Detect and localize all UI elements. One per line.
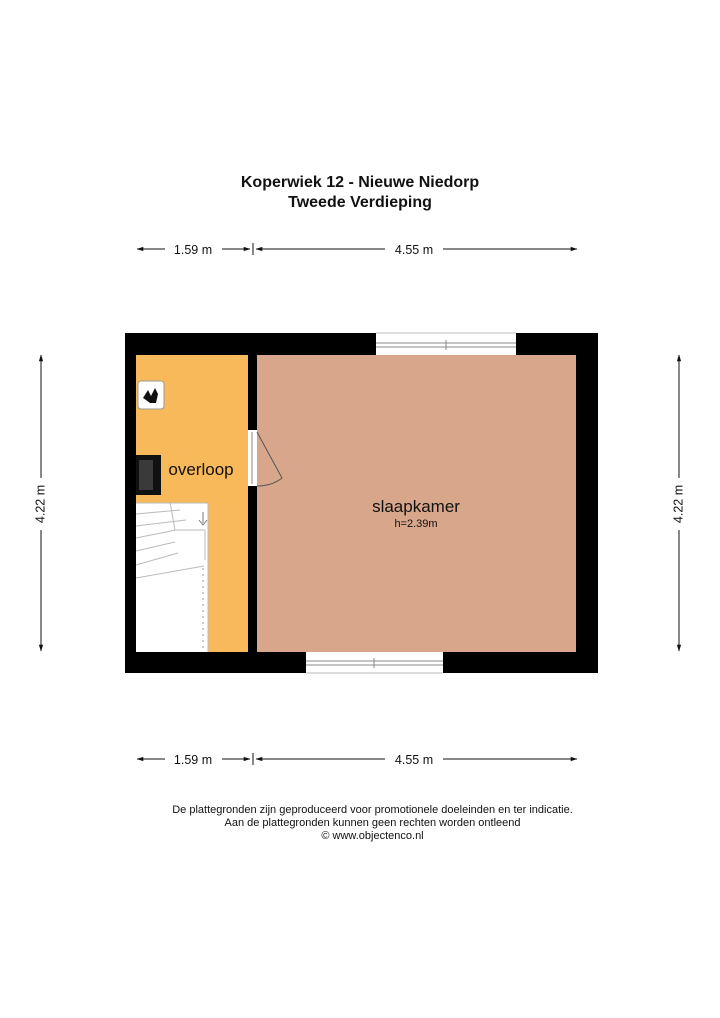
top-dimension-line	[137, 243, 577, 257]
footer-disclaimer-1: De plattegronden zijn geproduceerd voor promotionele doeleinden en ter indicatie.	[172, 804, 573, 816]
slaapkamer-label: slaapkamer	[372, 497, 460, 516]
staircase	[136, 502, 208, 652]
bottom-window	[306, 652, 443, 673]
overloop-label: overloop	[168, 460, 234, 479]
left-dimension-line	[33, 355, 47, 651]
dim-bottom-right: 4.55 m	[394, 753, 434, 767]
dim-left-height: 4.22 m	[33, 484, 48, 524]
top-window	[376, 333, 516, 355]
slaapkamer-height: h=2.39m	[394, 518, 438, 530]
plan-title: Koperwiek 12 - Nieuwe Niedorp	[240, 174, 480, 191]
chimney-block	[136, 455, 161, 495]
bottom-dimension-line	[137, 753, 577, 767]
footer-copyright: © www.objectenco.nl	[321, 830, 424, 842]
dim-top-left: 1.59 m	[173, 243, 213, 257]
smoke-detector-icon	[138, 381, 164, 409]
footer-disclaimer-2: Aan de plattegronden kunnen geen rechten worden ontleend	[224, 817, 521, 829]
dim-top-right: 4.55 m	[394, 243, 434, 257]
dim-bottom-left: 1.59 m	[173, 753, 213, 767]
dim-right-height: 4.22 m	[671, 484, 686, 524]
right-dimension-line	[671, 355, 685, 651]
plan-subtitle: Tweede Verdieping	[288, 194, 432, 211]
